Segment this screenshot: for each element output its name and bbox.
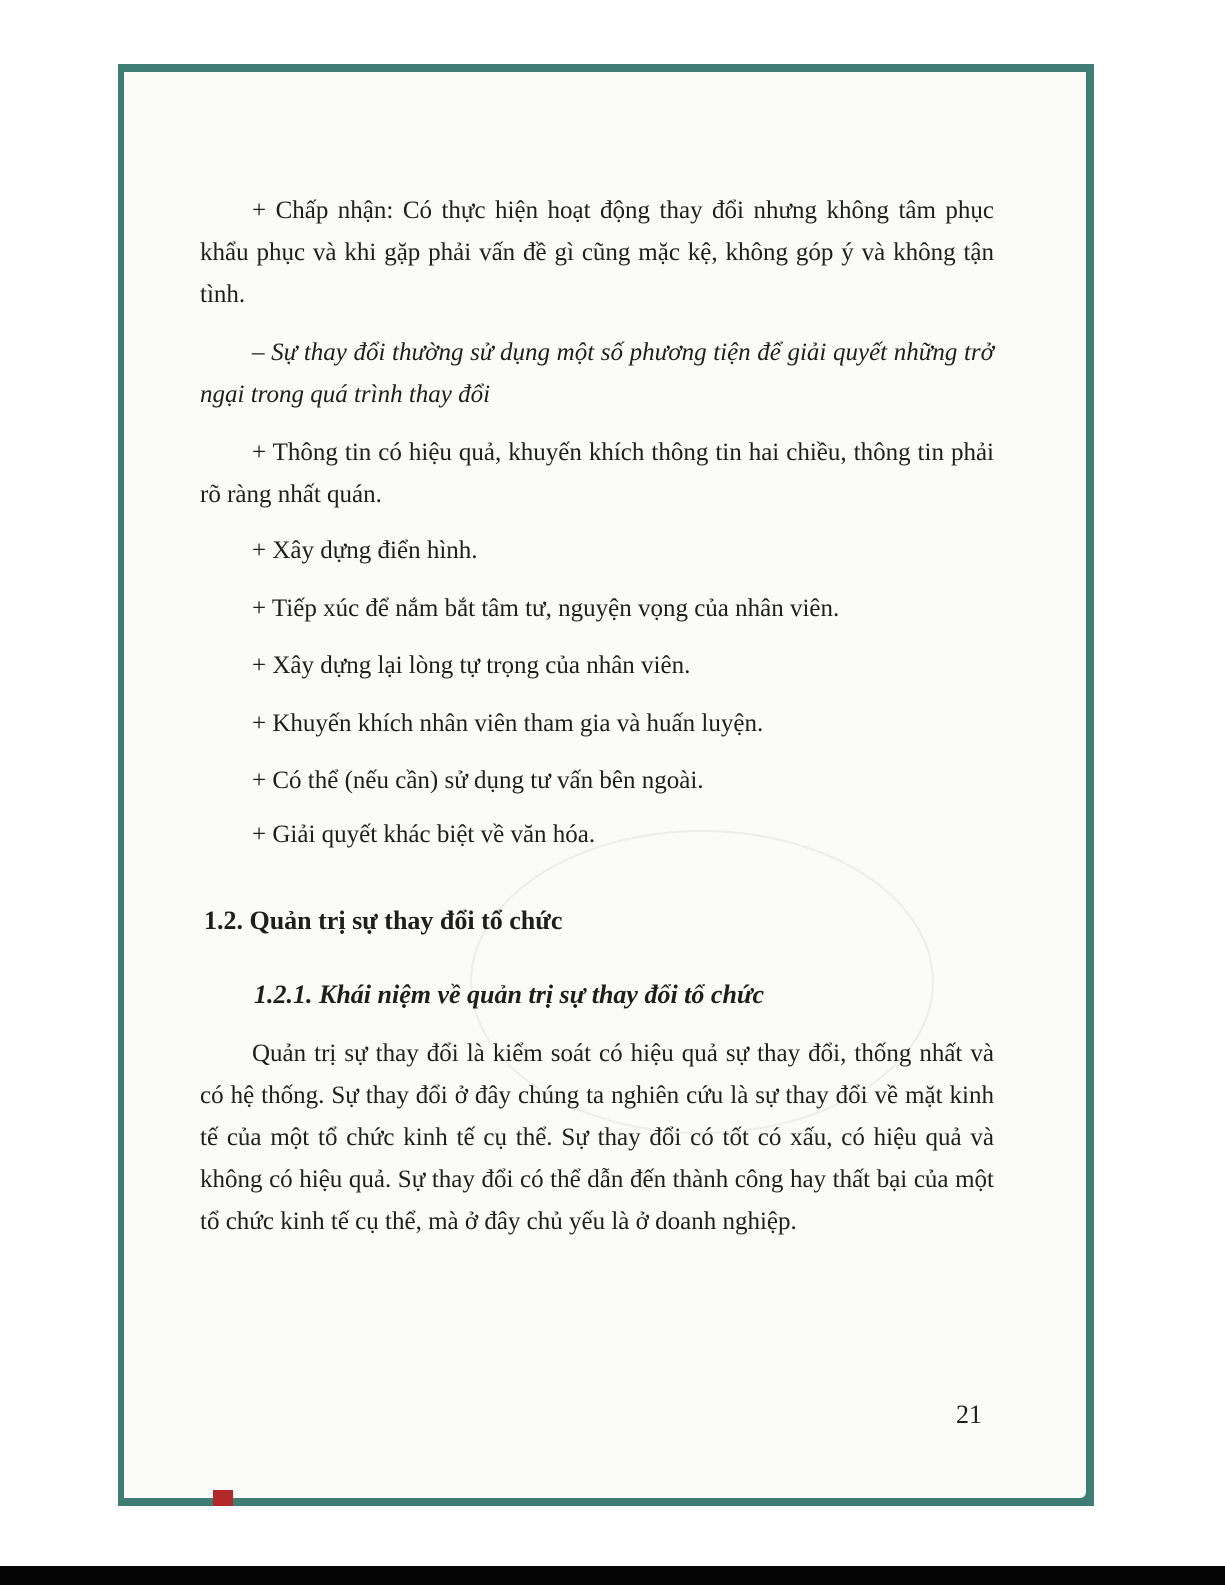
red-bookmark-edge — [213, 1490, 233, 1506]
scanner-bottom-band — [0, 1566, 1225, 1585]
paragraph-means: – Sự thay đổi thường sử dụng một số phương tiện để giải quyết những trở ngại trong quá trình thay đổi — [200, 339, 994, 408]
page-number: 21 — [956, 1400, 982, 1429]
list-item: + Xây dựng điển hình. — [252, 537, 478, 564]
list-item: + Xây dựng lại lòng tự trọng của nhân viên. — [252, 652, 691, 679]
paragraph-acceptance: + Chấp nhận: Có thực hiện hoạt động thay đổi nhưng không tâm phục khẩu phục và khi gặp phải vấn đề gì cũng mặc kệ, không góp ý và không tận tình. — [200, 197, 994, 308]
list-item: + Khuyến khích nhân viên tham gia và huấn luyện. — [252, 710, 764, 737]
list-item: + Tiếp xúc để nắm bắt tâm tư, nguyện vọng của nhân viên. — [252, 595, 840, 622]
body-paragraph: Quản trị sự thay đổi là kiểm soát có hiệu quả sự thay đổi, thống nhất và có hệ thống. Sự thay đổi ở đây chúng ta nghiên cứu là sự thay đổi về mặt kinh tế của một tổ chức kinh tế cụ thể. Sự thay đổi có tốt có xấu, có hiệu quả và không có hiệu quả. Sự thay đổi có thể dẫn đến thành công hay thất bại của một tổ chức kinh tế cụ thể, mà ở đây chủ yếu là ở doanh nghiệp. — [200, 1040, 994, 1235]
subsection-heading: 1.2.1. Khái niệm về quản trị sự thay đổi tổ chức — [254, 980, 765, 1009]
paragraph-information: + Thông tin có hiệu quả, khuyến khích thông tin hai chiều, thông tin phải rõ ràng nhất quán. — [200, 439, 994, 508]
list-item: + Giải quyết khác biệt về văn hóa. — [252, 821, 596, 848]
list-item: + Có thể (nếu cần) sử dụng tư vấn bên ngoài. — [252, 767, 704, 794]
section-heading: 1.2. Quản trị sự thay đổi tổ chức — [204, 906, 563, 935]
